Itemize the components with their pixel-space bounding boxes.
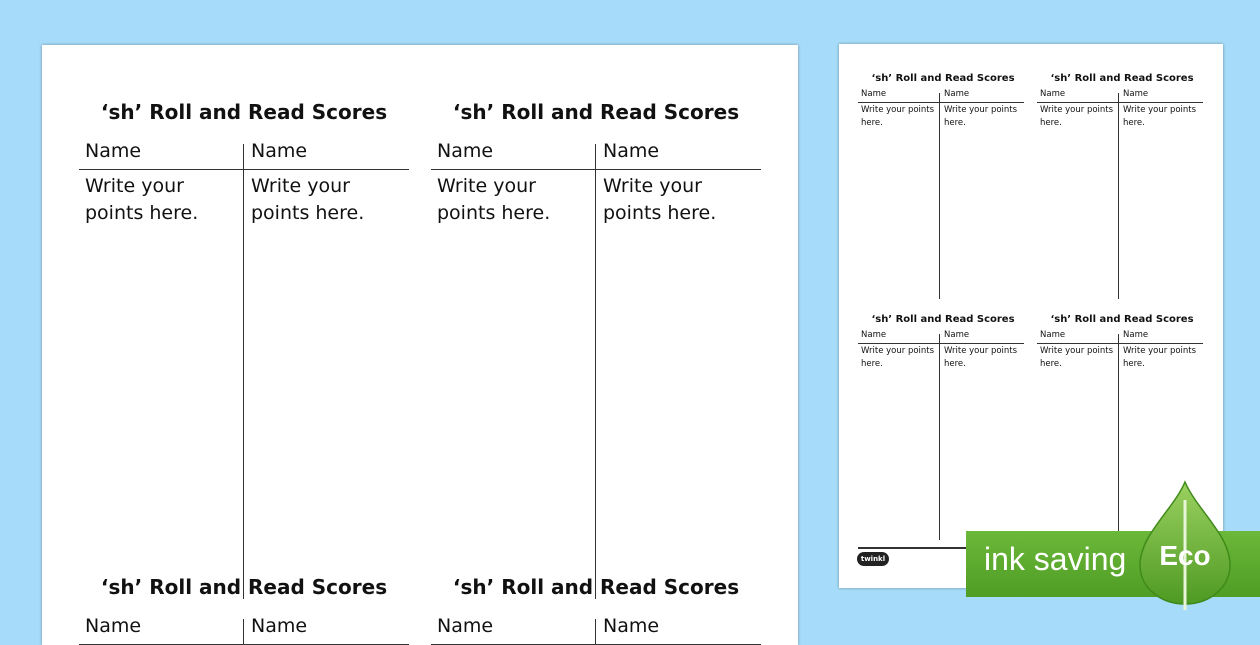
column-header-name: Name	[85, 615, 142, 637]
column-divider	[595, 619, 596, 645]
points-note: Write your points here.	[861, 346, 935, 369]
points-note: Write your points here.	[1123, 105, 1197, 128]
points-note: Write your points here.	[1123, 346, 1197, 369]
table-title: ‘sh’ Roll and Read Scores	[1050, 73, 1194, 84]
score-table	[858, 73, 1028, 313]
column-header-name: Name	[437, 140, 494, 162]
header-divider	[79, 169, 409, 170]
column-header-name: Name	[861, 89, 887, 99]
points-note: Write your points here.	[85, 175, 199, 224]
header-divider	[1037, 343, 1203, 344]
column-header-name: Name	[251, 615, 308, 637]
points-note: Write your points here.	[861, 105, 935, 128]
table-title: ‘sh’ Roll and Read Scores	[1050, 314, 1194, 325]
column-header-name: Name	[251, 140, 308, 162]
column-header-name: Name	[603, 140, 660, 162]
column-header-name: Name	[1040, 89, 1066, 99]
table-title: ‘sh’ Roll and Read Scores	[100, 100, 388, 124]
footer-divider	[858, 547, 983, 549]
table-title: ‘sh’ Roll and Read Scores	[452, 100, 740, 124]
points-note: Write your points here.	[603, 175, 717, 224]
score-table	[79, 575, 409, 645]
header-divider	[431, 169, 761, 170]
column-header-name: Name	[944, 89, 970, 99]
header-divider	[858, 343, 1024, 344]
worksheet-preview-large	[42, 45, 798, 645]
table-title: ‘sh’ Roll and Read Scores	[452, 575, 740, 599]
column-header-name: Name	[1123, 330, 1149, 340]
column-header-name: Name	[85, 140, 142, 162]
score-table	[1037, 73, 1207, 313]
column-header-name: Name	[944, 330, 970, 340]
column-header-name: Name	[861, 330, 887, 340]
points-note: Write your points here.	[944, 105, 1018, 128]
score-table	[79, 100, 409, 570]
points-note: Write your points here.	[944, 346, 1018, 369]
score-table	[431, 100, 761, 570]
column-header-name: Name	[603, 615, 660, 637]
eco-leaf-icon	[1135, 480, 1235, 610]
score-table	[858, 314, 1028, 554]
points-note: Write your points here.	[251, 175, 365, 224]
points-note: Write your points here.	[437, 175, 551, 224]
points-note: Write your points here.	[1040, 105, 1114, 128]
eco-label: Eco	[1159, 540, 1211, 571]
table-title: ‘sh’ Roll and Read Scores	[871, 314, 1015, 325]
header-divider	[1037, 102, 1203, 103]
column-divider	[243, 619, 244, 645]
twinkl-logo: twinkl	[857, 552, 889, 566]
ink-saving-label: ink saving	[984, 541, 1127, 577]
table-title: ‘sh’ Roll and Read Scores	[871, 73, 1015, 84]
column-header-name: Name	[1123, 89, 1149, 99]
column-header-name: Name	[437, 615, 494, 637]
points-note: Write your points here.	[1040, 346, 1114, 369]
column-header-name: Name	[1040, 330, 1066, 340]
table-title: ‘sh’ Roll and Read Scores	[100, 575, 388, 599]
score-table	[431, 575, 761, 645]
header-divider	[858, 102, 1024, 103]
